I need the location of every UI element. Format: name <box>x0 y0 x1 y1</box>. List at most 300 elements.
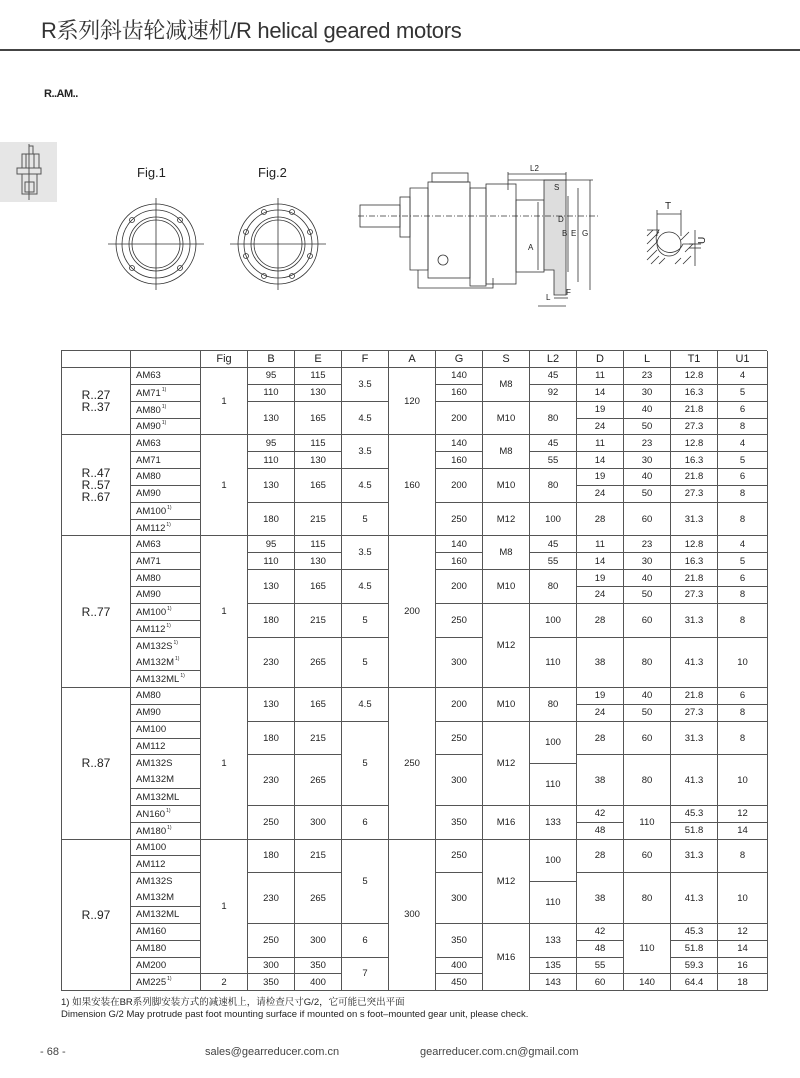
footnote-chinese: 1) 如果安装在BR系列脚安装方式的减速机上，请检查尺寸G/2，它可能已突出平面 <box>61 997 405 1008</box>
motor-model-label: AM132ML <box>136 674 180 686</box>
value-cell-d: 24 <box>577 419 624 436</box>
value-cell-g: 250 <box>436 604 483 638</box>
value-cell-b: 250 <box>248 806 295 840</box>
value-cell-b: 130 <box>248 570 295 604</box>
value-cell-l: 50 <box>624 486 671 503</box>
value-cell-e: 215 <box>295 840 342 874</box>
value-cell-l2: 143 <box>530 974 577 991</box>
value-cell-s: M10 <box>483 402 530 436</box>
value-cell-u1: 4 <box>718 536 768 553</box>
motor-model-label: AM100 <box>136 842 167 854</box>
value-cell-u1: 5 <box>718 385 768 402</box>
motor-model <box>136 976 172 988</box>
motor-model-label: AM132ML <box>136 791 180 803</box>
value-cell-g: 250 <box>436 503 483 537</box>
value-cell-d: 24 <box>577 486 624 503</box>
value-cell-b: 180 <box>248 503 295 537</box>
series-cell <box>62 688 131 840</box>
value-cell-l2: 100 <box>530 503 577 537</box>
motor-model-label: AM225 <box>136 977 167 989</box>
value-cell-g: 200 <box>436 688 483 722</box>
footnote-marker: 1) <box>173 639 178 646</box>
motor-cell <box>131 469 201 486</box>
value-cell-u1: 10 <box>718 755 768 806</box>
value-cell-t1: 16.3 <box>671 553 718 570</box>
value-cell-t1: 21.8 <box>671 469 718 486</box>
value-cell-l: 60 <box>624 604 671 638</box>
motor-cell <box>131 587 201 604</box>
value-cell-d: 48 <box>577 941 624 958</box>
motor-model <box>136 842 166 853</box>
footnote <box>61 997 528 1021</box>
value-cell-l: 110 <box>624 924 671 975</box>
motor-cell <box>131 688 201 705</box>
motor-cell <box>131 503 201 520</box>
motor-model-label: AM160 <box>136 926 167 938</box>
motor-model <box>136 471 161 482</box>
header-motor <box>131 351 201 368</box>
motor-cell <box>131 368 201 385</box>
motor-cell <box>131 806 201 823</box>
motor-cell <box>131 435 201 452</box>
value-cell-g: 300 <box>436 873 483 924</box>
value-cell-e: 115 <box>295 368 342 385</box>
value-cell-l2: 80 <box>530 688 577 722</box>
value-cell-l: 110 <box>624 806 671 840</box>
value-cell-l: 50 <box>624 419 671 436</box>
value-cell-t1: 41.3 <box>671 638 718 689</box>
value-cell-u1: 16 <box>718 958 768 975</box>
motor-cell <box>131 520 201 537</box>
value-cell-e: 350 <box>295 958 342 975</box>
value-cell-d: 42 <box>577 806 624 823</box>
motor-model <box>136 656 179 668</box>
value-cell-l: 23 <box>624 435 671 452</box>
value-cell-f: 5 <box>342 722 389 806</box>
value-cell-u1: 8 <box>718 587 768 604</box>
motor-model <box>136 387 166 399</box>
value-cell-u1: 8 <box>718 705 768 722</box>
series-cell <box>62 435 131 536</box>
value-cell-l: 23 <box>624 368 671 385</box>
footnote-marker: 1) <box>167 504 172 511</box>
value-cell-d: 38 <box>577 873 624 924</box>
motor-cell <box>131 958 201 975</box>
value-cell-d: 14 <box>577 553 624 570</box>
value-cell-l2: 80 <box>530 469 577 503</box>
motor-model-label: AM80 <box>136 404 161 416</box>
motor-model-label: AM132S <box>136 875 173 887</box>
series-cell <box>62 536 131 688</box>
value-cell-d: 60 <box>577 974 624 991</box>
motor-model <box>136 370 161 381</box>
motor-model <box>136 690 161 701</box>
value-cell-g: 140 <box>436 536 483 553</box>
motor-model <box>136 556 161 567</box>
gear-motor-side-drawing <box>358 160 618 310</box>
value-cell-t1: 59.3 <box>671 958 718 975</box>
value-cell-t1: 45.3 <box>671 924 718 941</box>
value-cell-g: 350 <box>436 924 483 958</box>
motor-cell <box>131 755 201 789</box>
motor-model <box>136 909 179 920</box>
footnote-marker: 1) <box>167 605 172 612</box>
motor-model <box>136 876 172 887</box>
value-cell-s: M16 <box>483 924 530 991</box>
value-cell-f: 5 <box>342 503 389 537</box>
page-number: - 68 - <box>40 1046 66 1058</box>
value-cell-e: 130 <box>295 553 342 570</box>
flange-fig2-drawing <box>230 196 326 292</box>
motor-model-label: AM132S <box>136 758 173 770</box>
footnote-marker: 1) <box>166 622 171 629</box>
motor-model-label: AM132ML <box>136 909 180 921</box>
motor-model <box>136 859 165 870</box>
value-cell-u1: 8 <box>718 722 768 756</box>
value-cell-e: 165 <box>295 570 342 604</box>
value-cell-s: M8 <box>483 368 530 402</box>
value-cell-l2: 80 <box>530 570 577 604</box>
value-cell-l: 40 <box>624 570 671 587</box>
value-cell-l2: 45 <box>530 368 577 385</box>
motor-cell <box>131 553 201 570</box>
value-cell-b: 110 <box>248 385 295 402</box>
value-cell-f: 3.5 <box>342 536 389 570</box>
dim-label-e: E <box>571 229 577 238</box>
motor-model <box>136 758 172 769</box>
value-cell-f: 5 <box>342 638 389 689</box>
value-cell-e: 215 <box>295 604 342 638</box>
motor-model-label: AM112 <box>136 522 166 534</box>
footnote-marker: 1) <box>161 403 167 410</box>
header-series <box>62 351 131 368</box>
value-cell-d: 14 <box>577 452 624 469</box>
value-cell-d: 24 <box>577 587 624 604</box>
footnote-marker: 1) <box>180 673 185 680</box>
motor-model-label: AM100 <box>136 505 167 517</box>
motor-cell <box>131 873 201 907</box>
value-cell-l2: 80 <box>530 402 577 436</box>
value-cell-t1: 12.8 <box>671 435 718 452</box>
motor-cell <box>131 924 201 941</box>
value-cell-b: 95 <box>248 536 295 553</box>
dimension-table <box>61 350 767 991</box>
value-cell-f: 3.5 <box>342 435 389 469</box>
motor-cell <box>131 739 201 756</box>
value-cell-d: 28 <box>577 722 624 756</box>
value-cell-t1: 51.8 <box>671 941 718 958</box>
value-cell-u1: 10 <box>718 873 768 924</box>
motor-model-label: AM71 <box>136 387 161 399</box>
value-cell-u1: 8 <box>718 840 768 874</box>
value-cell-f: 6 <box>342 806 389 840</box>
value-cell-g: 200 <box>436 402 483 436</box>
motor-model <box>136 522 171 534</box>
motor-model <box>136 892 174 903</box>
value-cell-g: 450 <box>436 974 483 991</box>
value-cell-e: 265 <box>295 873 342 924</box>
value-cell-u1: 6 <box>718 402 768 419</box>
header-s: S <box>483 351 530 368</box>
motor-model-label: AM90 <box>136 589 161 601</box>
value-cell-u1: 12 <box>718 806 768 823</box>
value-cell-l: 60 <box>624 503 671 537</box>
value-cell-a: 160 <box>389 435 436 536</box>
value-cell-l: 80 <box>624 755 671 806</box>
value-cell-d: 28 <box>577 840 624 874</box>
value-cell-t1: 12.8 <box>671 368 718 385</box>
footnote-marker: 1) <box>166 521 171 528</box>
value-cell-u1: 14 <box>718 823 768 840</box>
value-cell-s: M10 <box>483 469 530 503</box>
value-cell-g: 200 <box>436 469 483 503</box>
motor-model-label: AM200 <box>136 959 167 971</box>
value-cell-s: M8 <box>483 536 530 570</box>
value-cell-l2: 45 <box>530 435 577 452</box>
value-cell-e: 165 <box>295 469 342 503</box>
value-cell-s: M12 <box>483 722 530 806</box>
value-cell-u1: 8 <box>718 503 768 537</box>
value-cell-l: 50 <box>624 705 671 722</box>
motor-model <box>136 774 174 785</box>
value-cell-l: 60 <box>624 840 671 874</box>
motor-model-label: AM80 <box>136 690 161 702</box>
value-cell-b: 130 <box>248 688 295 722</box>
motor-model <box>136 741 165 752</box>
series-name: R..27 <box>81 388 111 403</box>
value-cell-l2: 100 <box>530 604 577 638</box>
value-cell-u1: 10 <box>718 638 768 689</box>
value-cell-g: 200 <box>436 570 483 604</box>
motor-cell <box>131 705 201 722</box>
value-cell-g: 250 <box>436 840 483 874</box>
value-cell-b: 230 <box>248 873 295 924</box>
value-cell-u1: 12 <box>718 924 768 941</box>
value-cell-t1: 31.3 <box>671 503 718 537</box>
page-title: R系列斜齿轮减速机/R helical geared motors <box>41 18 462 43</box>
value-cell-u1: 6 <box>718 469 768 486</box>
footer-email-sales[interactable]: sales@gearreducer.com.cn <box>205 1046 340 1058</box>
value-cell-l: 60 <box>624 722 671 756</box>
motor-model <box>136 640 178 652</box>
footnote-marker: 1) <box>167 976 172 983</box>
dim-label-l: L <box>546 293 551 302</box>
value-cell-d: 55 <box>577 958 624 975</box>
value-cell-l2: 55 <box>530 553 577 570</box>
value-cell-l: 80 <box>624 638 671 689</box>
value-cell-f: 6 <box>342 924 389 958</box>
footnote-english: Dimension G/2 May protrude past foot mounting surface if mounted on s foot–mounted gear unit, please check. <box>61 1009 529 1020</box>
motor-cell <box>131 385 201 402</box>
value-cell-f: 3.5 <box>342 368 389 402</box>
value-cell-f: 4.5 <box>342 570 389 604</box>
motor-model-label: AM180 <box>136 943 167 955</box>
value-cell-b: 110 <box>248 553 295 570</box>
motor-model-label: AM132M <box>136 892 175 904</box>
header-l: L <box>624 351 671 368</box>
value-cell-e: 165 <box>295 402 342 436</box>
value-cell-e: 300 <box>295 806 342 840</box>
value-cell-b: 230 <box>248 638 295 689</box>
motor-model-label: AM90 <box>136 488 161 500</box>
value-cell-b: 95 <box>248 368 295 385</box>
motor-model-label: AN160 <box>136 808 166 820</box>
motor-cell <box>131 722 201 739</box>
footnote-marker: 1) <box>175 656 180 663</box>
value-cell-f: 4.5 <box>342 402 389 436</box>
value-cell-s: M10 <box>483 688 530 722</box>
motor-model-label: AM80 <box>136 572 161 584</box>
value-cell-u1: 8 <box>718 486 768 503</box>
motor-model <box>136 606 172 618</box>
value-cell-t1: 27.3 <box>671 486 718 503</box>
footer-email-gmail[interactable]: gearreducer.com.cn@gmail.com <box>420 1046 579 1058</box>
value-cell-b: 95 <box>248 435 295 452</box>
motor-cell <box>131 671 201 688</box>
value-cell-d: 19 <box>577 688 624 705</box>
value-cell-s: M12 <box>483 503 530 537</box>
series-name: R..77 <box>81 604 111 619</box>
value-cell-u1: 5 <box>718 553 768 570</box>
motor-model <box>136 420 166 432</box>
value-cell-f: 4.5 <box>342 469 389 503</box>
value-cell-u1: 6 <box>718 570 768 587</box>
value-cell-d: 11 <box>577 435 624 452</box>
motor-cell <box>131 856 201 873</box>
motor-model <box>136 438 161 449</box>
motor-cell <box>131 638 201 672</box>
header-e: E <box>295 351 342 368</box>
value-cell-t1: 12.8 <box>671 536 718 553</box>
value-cell-l2: 100 <box>530 840 577 882</box>
value-cell-u1: 14 <box>718 941 768 958</box>
value-cell-g: 140 <box>436 435 483 452</box>
motor-cell <box>131 536 201 553</box>
footnote-marker: 1) <box>161 420 167 427</box>
value-cell-b: 130 <box>248 469 295 503</box>
motor-thumbnail-icon <box>0 142 57 202</box>
fig-cell: 1 <box>201 435 248 536</box>
motor-model-label: AM71 <box>136 555 161 567</box>
value-cell-b: 250 <box>248 924 295 958</box>
header-l2: L2 <box>530 351 577 368</box>
series-cell <box>62 840 131 992</box>
value-cell-f: 7 <box>342 958 389 992</box>
value-cell-f: 5 <box>342 604 389 638</box>
dim-label-s: S <box>554 183 560 192</box>
value-cell-l: 30 <box>624 385 671 402</box>
value-cell-l: 30 <box>624 553 671 570</box>
value-cell-d: 38 <box>577 638 624 689</box>
value-cell-l: 80 <box>624 873 671 924</box>
value-cell-u1: 8 <box>718 604 768 638</box>
fig-cell: 1 <box>201 688 248 840</box>
value-cell-t1: 16.3 <box>671 385 718 402</box>
header-g: G <box>436 351 483 368</box>
value-cell-g: 140 <box>436 368 483 385</box>
value-cell-e: 115 <box>295 536 342 553</box>
value-cell-t1: 45.3 <box>671 806 718 823</box>
value-cell-t1: 31.3 <box>671 604 718 638</box>
motor-cell <box>131 789 201 806</box>
motor-model-label: AM63 <box>136 437 161 449</box>
fig-cell: 2 <box>201 974 248 991</box>
header-a: A <box>389 351 436 368</box>
value-cell-e: 265 <box>295 638 342 689</box>
value-cell-b: 350 <box>248 974 295 991</box>
value-cell-l2: 100 <box>530 722 577 764</box>
value-cell-s: M12 <box>483 604 530 688</box>
value-cell-u1: 18 <box>718 974 768 991</box>
footnote-marker: 1) <box>167 824 172 831</box>
motor-model-label: AM132M <box>136 657 175 669</box>
fig-cell: 1 <box>201 536 248 688</box>
value-cell-u1: 4 <box>718 435 768 452</box>
value-cell-l2: 133 <box>530 924 577 958</box>
motor-cell <box>131 419 201 436</box>
value-cell-e: 300 <box>295 924 342 958</box>
value-cell-t1: 16.3 <box>671 452 718 469</box>
value-cell-l: 50 <box>624 587 671 604</box>
value-cell-d: 42 <box>577 924 624 941</box>
value-cell-e: 215 <box>295 503 342 537</box>
value-cell-t1: 27.3 <box>671 705 718 722</box>
value-cell-b: 180 <box>248 604 295 638</box>
value-cell-e: 130 <box>295 385 342 402</box>
value-cell-t1: 41.3 <box>671 755 718 806</box>
value-cell-e: 215 <box>295 722 342 756</box>
fig1-label: Fig.1 <box>137 165 166 180</box>
series-name: R..57 <box>81 478 111 493</box>
value-cell-t1: 27.3 <box>671 419 718 436</box>
header-f: F <box>342 351 389 368</box>
value-cell-g: 300 <box>436 638 483 689</box>
value-cell-b: 230 <box>248 755 295 806</box>
motor-model-label: AM100 <box>136 724 167 736</box>
value-cell-b: 130 <box>248 402 295 436</box>
motor-model-label: AM100 <box>136 606 167 618</box>
motor-model <box>136 539 161 550</box>
value-cell-b: 180 <box>248 722 295 756</box>
motor-model-label: AM132S <box>136 640 173 652</box>
footnote-marker: 1) <box>161 386 167 393</box>
motor-cell <box>131 823 201 840</box>
value-cell-a: 250 <box>389 688 436 840</box>
motor-cell <box>131 402 201 419</box>
value-cell-t1: 21.8 <box>671 688 718 705</box>
value-cell-g: 160 <box>436 385 483 402</box>
value-cell-t1: 51.8 <box>671 823 718 840</box>
motor-cell <box>131 974 201 991</box>
value-cell-d: 19 <box>577 570 624 587</box>
value-cell-d: 19 <box>577 469 624 486</box>
value-cell-u1: 6 <box>718 688 768 705</box>
motor-model <box>136 488 161 499</box>
value-cell-u1: 8 <box>718 419 768 436</box>
motor-model-label: AM90 <box>136 421 161 433</box>
value-cell-g: 300 <box>436 755 483 806</box>
value-cell-e: 115 <box>295 435 342 452</box>
value-cell-l2: 55 <box>530 452 577 469</box>
title-divider <box>0 49 800 51</box>
value-cell-t1: 21.8 <box>671 570 718 587</box>
flange-fig1-drawing <box>108 196 204 292</box>
value-cell-e: 130 <box>295 452 342 469</box>
value-cell-l: 30 <box>624 452 671 469</box>
value-cell-g: 160 <box>436 452 483 469</box>
motor-cell <box>131 452 201 469</box>
shaft-key-section-drawing <box>645 200 715 280</box>
